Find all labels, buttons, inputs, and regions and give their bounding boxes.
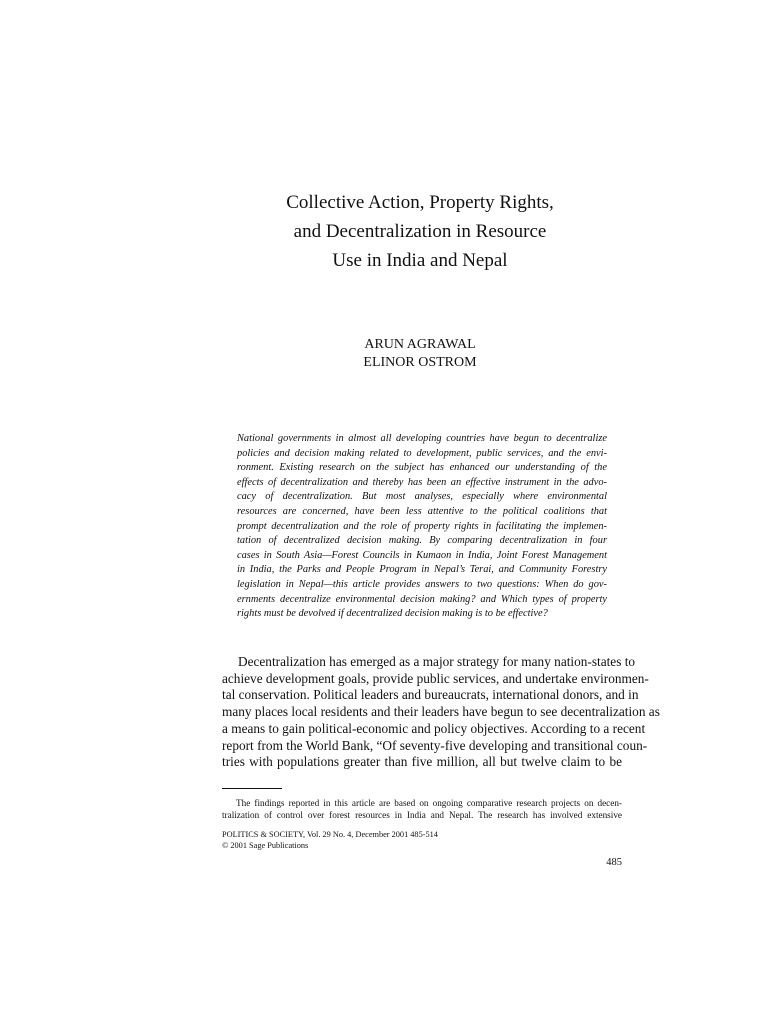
body-line: many places local residents and their leaders have begun to see decentralization as [222,704,660,720]
abstract-line: prompt decentralization and the role of property rights in facilitating the implemen- [237,520,607,532]
abstract-line: rights must be devolved if decentralized decision making is to be effective? [237,608,548,620]
journal-info [222,829,522,851]
abstract [237,432,607,622]
abstract-line: National governments in almost all developing countries have begun to decentralize [237,433,607,444]
abstract-line: cases in South Asia—Forest Councils in Kumaon in India, Joint Forest Management [237,549,607,561]
abstract-line: in India, the Parks and People Program in Nepal’s Terai, and Community Forestry [237,564,607,576]
abstract-line: effects of decentralization and thereby has been an effective instrument in the advo- [237,476,607,488]
title-line: and Decentralization in Resource [293,221,547,242]
page-number: 485 [606,857,622,868]
footnote-line: tralization of control over forest resources in India and Nepal. The research has involved extensive [222,810,622,821]
body-line: a means to gain political-economic and policy objectives. According to a recent [222,720,646,736]
body-paragraph [222,654,660,771]
body-line: Decentralization has emerged as a major strategy for many nation-states to [238,654,636,669]
abstract-line: legislation in Nepal—this article provides answers to two questions: When do gov- [237,578,607,590]
author-name: ARUN AGRAWAL [364,337,476,352]
abstract-line: ronment. Existing research on the subject has enhanced our understanding of the [237,462,607,474]
footnote-line: The findings reported in this article are based on ongoing comparative research projects on decen- [236,798,622,808]
author-list [260,336,580,372]
title-line: Use in India and Nepal [332,250,508,271]
journal-citation: POLITICS & SOCIETY, Vol. 29 No. 4, December 2001 485-514 [222,830,438,839]
abstract-line: resources are concerned, have been less attentive to the political coalitions that [237,505,607,517]
footnote [222,797,622,821]
body-line: tal conservation. Political leaders and bureaucrats, international donors, and in [222,687,639,703]
body-line: report from the World Bank, “Of seventy-five developing and transitional coun- [222,737,648,753]
abstract-line: policies and decision making related to development, public services, and the envi- [237,447,607,459]
body-line: tries with populations greater than five million, all but twelve claim to be [222,754,622,770]
abstract-line: ernments decentralize environmental decision making? and Which types of property [237,593,607,605]
footnote-divider [222,788,282,789]
abstract-line: cacy of decentralization. But most analyses, especially where environmental [237,491,607,503]
author-name: ELINOR OSTROM [363,355,477,370]
abstract-line: tation of decentralized decision making. By comparing decentralization in four [237,535,607,547]
copyright-notice: © 2001 Sage Publications [222,841,309,850]
body-line: achieve development goals, provide public services, and undertake environmen- [222,670,649,686]
title-line: Collective Action, Property Rights, [286,192,554,213]
article-title [200,188,640,275]
